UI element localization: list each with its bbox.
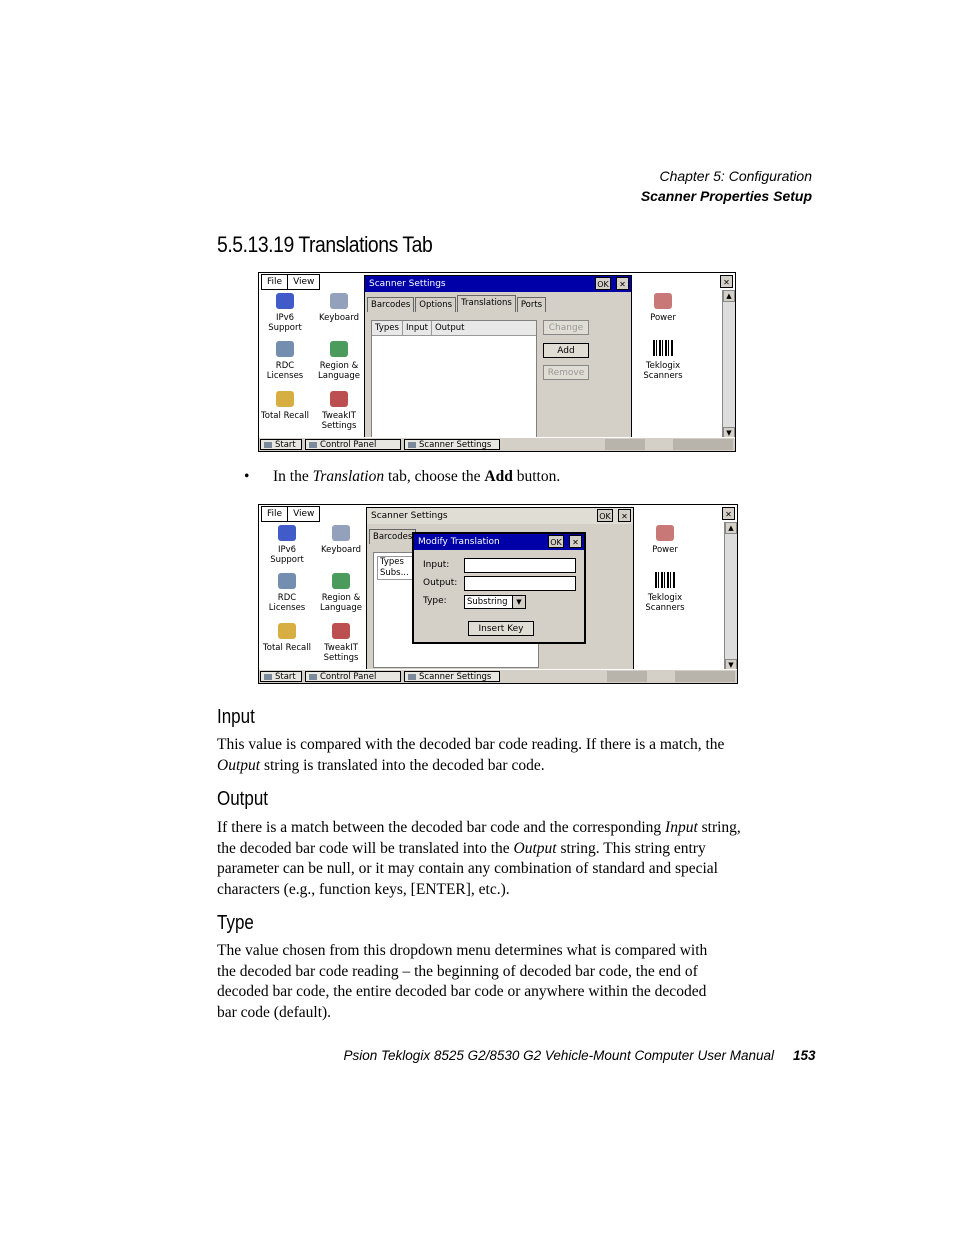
taskbar	[259, 437, 735, 451]
icon-label: Keyboard	[321, 545, 361, 555]
icon-label: IPv6 Support	[270, 545, 304, 565]
paragraph-line	[217, 941, 777, 962]
paragraph-line	[217, 818, 777, 839]
text-run: bar code (default).	[217, 1003, 332, 1021]
section-heading: Output	[217, 788, 269, 810]
icon-label: Total Recall	[261, 411, 309, 421]
control-panel-item[interactable]	[315, 571, 367, 613]
taskbar-control-panel[interactable]: Control Panel	[305, 439, 401, 450]
ipv6-icon	[276, 523, 298, 543]
control-panel-item[interactable]	[259, 291, 311, 333]
text-run: the decoded bar code reading – the beginning of decoded bar code, the end of	[217, 962, 698, 980]
icon-label: Region & Language	[320, 593, 362, 613]
text-run: decoded bar code, the entire decoded bar code or anywhere within the decoded	[217, 983, 707, 1000]
control-panel-item[interactable]	[637, 339, 689, 381]
text-run: characters (e.g., function keys, [ENTER], etc.).	[217, 880, 510, 898]
paragraph-line	[217, 982, 777, 1003]
list-item-types[interactable]: Types	[380, 557, 404, 567]
instruction-post: button.	[512, 468, 561, 485]
rdc-icon	[276, 571, 298, 591]
keyboard-icon	[330, 523, 352, 543]
chapter-header: Chapter 5: Configuration	[659, 168, 812, 184]
window-titlebar-inactive	[367, 508, 633, 524]
instruction-button-name: Add	[484, 468, 513, 485]
icon-label: RDC Licenses	[266, 361, 304, 381]
menu-view[interactable]: View	[287, 507, 319, 521]
icon-label: TweakIT Settings	[323, 643, 359, 663]
window-title: Scanner Settings	[371, 511, 448, 521]
text-run: If there is a match between the decoded bar code and the corresponding	[217, 819, 666, 836]
paragraph-line	[217, 962, 777, 983]
control-panel-item[interactable]	[315, 621, 367, 663]
close-icon[interactable]: ✕	[618, 509, 631, 522]
close-icon[interactable]: ✕	[720, 275, 733, 288]
text-run: The value chosen from this dropdown menu determines what is compared with	[217, 942, 708, 959]
text-run: parameter can be null, or it may contain any combination of standard and special	[217, 860, 718, 877]
paragraph-line	[217, 756, 777, 777]
scroll-down-icon[interactable]: ▼	[725, 659, 737, 671]
translations-list[interactable]	[371, 320, 537, 438]
screenshot-modify-translation	[258, 504, 738, 684]
icon-label: Keyboard	[319, 313, 359, 323]
icon-label: Teklogix Scanners	[643, 361, 683, 381]
icon-label: Teklogix Scanners	[645, 593, 685, 613]
globe-icon	[330, 571, 352, 591]
list-item-subs[interactable]: Subs...	[380, 568, 409, 578]
italic-term: Output	[513, 839, 557, 857]
text-run: string is translated into the decoded bar code.	[260, 756, 545, 774]
control-panel-item[interactable]	[315, 523, 367, 555]
tab-translations[interactable]: Translations	[457, 295, 516, 312]
total-recall-icon	[274, 389, 296, 409]
text-run: string,	[697, 819, 741, 836]
section-paragraph	[217, 818, 777, 900]
ok-button[interactable]: OK	[595, 277, 611, 290]
taskbar	[259, 669, 737, 683]
insert-key-button[interactable]: Insert Key	[468, 621, 534, 636]
column-output[interactable]: Output	[434, 323, 465, 333]
chevron-down-icon[interactable]: ▼	[512, 596, 525, 608]
tweakit-icon	[330, 621, 352, 641]
italic-term: Output	[217, 756, 261, 774]
keyboard-icon	[328, 291, 350, 311]
tray-icons	[607, 671, 647, 682]
input-label: Input:	[423, 560, 450, 570]
control-panel-item[interactable]	[259, 389, 311, 421]
paragraph-line	[217, 880, 777, 901]
modify-translation-dialog	[412, 532, 586, 644]
taskbar-control-panel[interactable]: Control Panel	[305, 671, 401, 682]
paragraph-line	[217, 1003, 777, 1024]
icon-label: TweakIT Settings	[321, 411, 357, 431]
input-field[interactable]	[464, 558, 576, 573]
remove-button[interactable]: Remove	[543, 365, 589, 380]
type-select[interactable]	[464, 595, 526, 609]
section-heading: Input	[217, 706, 255, 728]
instruction-mid: tab, choose the	[384, 468, 485, 485]
instruction-text	[273, 468, 560, 486]
control-panel-item[interactable]	[639, 571, 691, 613]
footer-title: Psion Teklogix 8525 G2/8530 G2 Vehicle-Mount Computer User Manual	[343, 1048, 774, 1063]
start-button[interactable]: Start	[260, 671, 302, 682]
start-button[interactable]: Start	[260, 439, 302, 450]
total-recall-icon	[276, 621, 298, 641]
tab-barcodes[interactable]: Barcodes	[367, 297, 414, 312]
paragraph-line	[217, 839, 777, 860]
tab-options[interactable]: Options	[415, 297, 456, 312]
paragraph-line	[217, 735, 777, 756]
icon-label: Power	[650, 313, 676, 323]
scanner-settings-window	[364, 275, 632, 439]
window-titlebar	[365, 276, 631, 292]
tray-icons	[605, 439, 645, 450]
menu-file[interactable]: File	[267, 277, 283, 287]
rdc-icon	[274, 339, 296, 359]
icon-label: Total Recall	[263, 643, 311, 653]
tab-ports[interactable]: Ports	[517, 297, 546, 312]
close-icon[interactable]: ✕	[616, 277, 629, 290]
control-panel-item[interactable]	[313, 291, 365, 323]
scroll-down-icon[interactable]: ▼	[723, 427, 735, 439]
section-heading: Type	[217, 912, 254, 934]
barcode-icon	[652, 339, 674, 359]
taskbar-scanner-settings[interactable]: Scanner Settings	[404, 439, 500, 450]
control-panel-item[interactable]	[259, 339, 311, 381]
scroll-up-icon[interactable]: ▲	[725, 522, 737, 534]
text-run: string. This string entry	[556, 839, 706, 857]
menu-bar	[261, 506, 320, 522]
window-title: Scanner Settings	[369, 279, 446, 289]
power-icon	[654, 523, 676, 543]
icon-label: RDC Licenses	[268, 593, 306, 613]
scrollbar[interactable]	[724, 522, 737, 671]
dialog-titlebar	[414, 534, 584, 550]
paragraph-line	[217, 859, 777, 880]
dialog-close-icon[interactable]: ✕	[569, 535, 582, 548]
italic-term: Input	[665, 819, 698, 836]
section-paragraph	[217, 735, 777, 776]
type-select-value: Substring	[467, 597, 508, 607]
control-panel-item[interactable]	[637, 291, 689, 323]
icon-label: Power	[652, 545, 678, 555]
add-button[interactable]: Add	[543, 343, 589, 358]
section-header: Scanner Properties Setup	[640, 188, 812, 204]
instruction-pre: In the	[273, 468, 313, 485]
ok-button[interactable]: OK	[597, 509, 613, 522]
bullet-dot: •	[244, 468, 250, 485]
globe-icon	[328, 339, 350, 359]
text-run: This value is compared with the decoded bar code reading. If there is a match, the	[217, 736, 725, 753]
control-panel-item[interactable]	[261, 621, 313, 653]
page-heading: 5.5.13.19 Translations Tab	[217, 232, 433, 257]
instruction-tab-name: Translation	[312, 468, 385, 485]
dialog-ok-button[interactable]: OK	[548, 535, 564, 548]
screenshot-translations-tab	[258, 272, 736, 452]
column-types[interactable]: Types	[372, 321, 403, 335]
status-icons	[673, 439, 733, 450]
column-input[interactable]: Input	[403, 321, 432, 335]
change-button[interactable]: Change	[543, 320, 589, 335]
output-field[interactable]	[464, 576, 576, 591]
icon-label: IPv6 Support	[268, 313, 302, 333]
scrollbar[interactable]	[722, 290, 735, 439]
type-label: Type:	[423, 596, 447, 606]
tab-barcodes[interactable]: Barcodes	[369, 529, 416, 544]
taskbar-scanner-settings[interactable]: Scanner Settings	[404, 671, 500, 682]
section-paragraph	[217, 941, 777, 1023]
control-panel-item[interactable]	[261, 571, 313, 613]
scroll-up-icon[interactable]: ▲	[723, 290, 735, 302]
page-number: 153	[793, 1048, 816, 1063]
menu-bar	[261, 274, 320, 290]
control-panel-item[interactable]	[639, 523, 691, 555]
control-panel-item[interactable]	[313, 339, 365, 381]
close-icon[interactable]: ✕	[722, 507, 735, 520]
control-panel-item[interactable]	[261, 523, 313, 565]
control-panel-item[interactable]	[313, 389, 365, 431]
ipv6-icon	[274, 291, 296, 311]
output-label: Output:	[423, 578, 458, 588]
power-icon	[652, 291, 674, 311]
barcode-icon	[654, 571, 676, 591]
status-icons	[675, 671, 735, 682]
text-run: the decoded bar code will be translated into the	[217, 839, 514, 857]
menu-view[interactable]: View	[287, 275, 319, 289]
menu-file[interactable]: File	[267, 509, 283, 519]
dialog-title: Modify Translation	[418, 537, 500, 547]
tweakit-icon	[328, 389, 350, 409]
icon-label: Region & Language	[318, 361, 360, 381]
